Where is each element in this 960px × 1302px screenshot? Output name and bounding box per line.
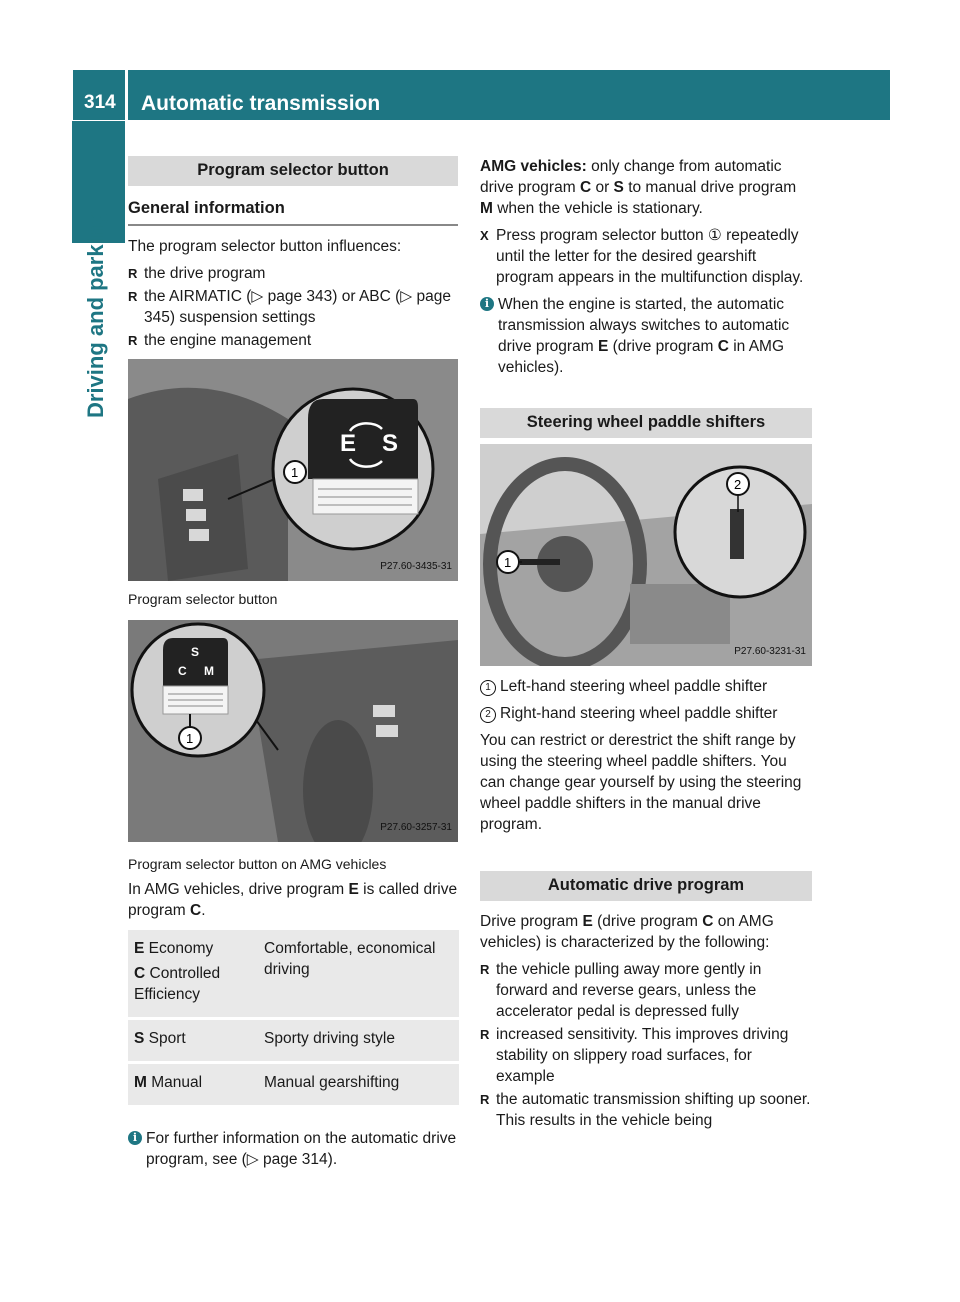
instruction-step: X Press program selector button ① repeatedly until the letter for the desired gearshift program appears in the multifunction display. <box>480 225 812 288</box>
key-letter-s: S <box>191 645 200 659</box>
section-title: Program selector button <box>128 156 458 186</box>
list-item: R the engine management <box>128 330 458 351</box>
list-item: R the AIRMATIC (▷ page 343) or ABC (▷ page 345) suspension settings <box>128 286 458 328</box>
legend-item: 2 Right-hand steering wheel paddle shifter <box>480 703 812 724</box>
amg-note: In AMG vehicles, drive program E is called drive program C. <box>128 881 458 919</box>
amg-selector-illustration <box>128 620 458 842</box>
legend-item: 1 Left-hand steering wheel paddle shifter <box>480 676 812 697</box>
page-number: 314 <box>84 92 116 113</box>
figure-program-selector <box>128 359 458 581</box>
figure-code: P27.60-3231-31 <box>734 646 806 657</box>
info-icon: i <box>480 297 494 311</box>
key-letter-m: M <box>204 664 214 678</box>
callout-1: 1 <box>186 731 194 746</box>
adp-intro: Drive program E (drive program C on AMG vehicles) is characterized by the following: <box>480 913 774 951</box>
callout-2: 2 <box>734 477 742 492</box>
figure-caption: Program selector button <box>128 591 278 607</box>
page-header <box>73 70 890 120</box>
figure-code: P27.60-3257-31 <box>380 822 452 833</box>
drive-program-table <box>128 927 459 1108</box>
figure-caption: Program selector button on AMG vehicles <box>128 856 387 872</box>
table-row: S Sport Sporty driving style <box>128 1020 459 1061</box>
table-row: M Manual Manual gearshifting <box>128 1064 459 1105</box>
list-item: R the vehicle pulling away more gently in forward and reverse gears, unless the accelerator pedal is depressed fully <box>480 959 812 1022</box>
callout-1: 1 <box>291 465 299 480</box>
intro-text: The program selector button influences: <box>128 238 402 255</box>
key-letter-e: E <box>340 430 357 457</box>
chapter-label: Driving and parking <box>83 211 108 418</box>
left-column <box>128 156 458 1176</box>
page-title: Automatic transmission <box>141 92 381 115</box>
list-item: R increased sensitivity. This improves driving stability on slippery road surfaces, for example <box>480 1024 812 1087</box>
header-divider <box>125 70 128 120</box>
subheading: General information <box>128 194 458 226</box>
info-icon: i <box>128 1131 142 1145</box>
figure-amg-selector <box>128 620 458 842</box>
paddle-shifter-illustration <box>480 444 812 666</box>
info-note: i When the engine is started, the automatic transmission always switches to automatic drive program E (drive program C in AMG vehicles). <box>480 294 812 378</box>
key-letter-s: S <box>382 430 399 457</box>
key-letter-c: C <box>178 664 187 678</box>
callout-1: 1 <box>504 555 512 570</box>
info-note: i For further information on the automatic drive program, see (▷ page 314). <box>128 1128 458 1170</box>
figure-paddle-shifters <box>480 444 812 666</box>
program-selector-illustration <box>128 359 458 581</box>
figure-code: P27.60-3435-31 <box>380 561 452 572</box>
paddle-description: You can restrict or derestrict the shift range by using the steering wheel paddle shifters. You can change gear yourself by using the steering wheel paddle shifters in the manual drive program. <box>480 732 802 833</box>
right-column <box>480 156 812 1133</box>
list-item: R the drive program <box>128 263 458 284</box>
section-title: Steering wheel paddle shifters <box>480 408 812 438</box>
section-title: Automatic drive program <box>480 871 812 901</box>
amg-instruction: AMG vehicles: only change from automatic drive program C or S to manual drive program M when the vehicle is stationary. <box>480 158 797 217</box>
table-row: E Economy C Controlled Efficiency Comfortable, economical driving <box>128 930 459 1017</box>
list-item: R the automatic transmission shifting up sooner. This results in the vehicle being <box>480 1089 812 1131</box>
